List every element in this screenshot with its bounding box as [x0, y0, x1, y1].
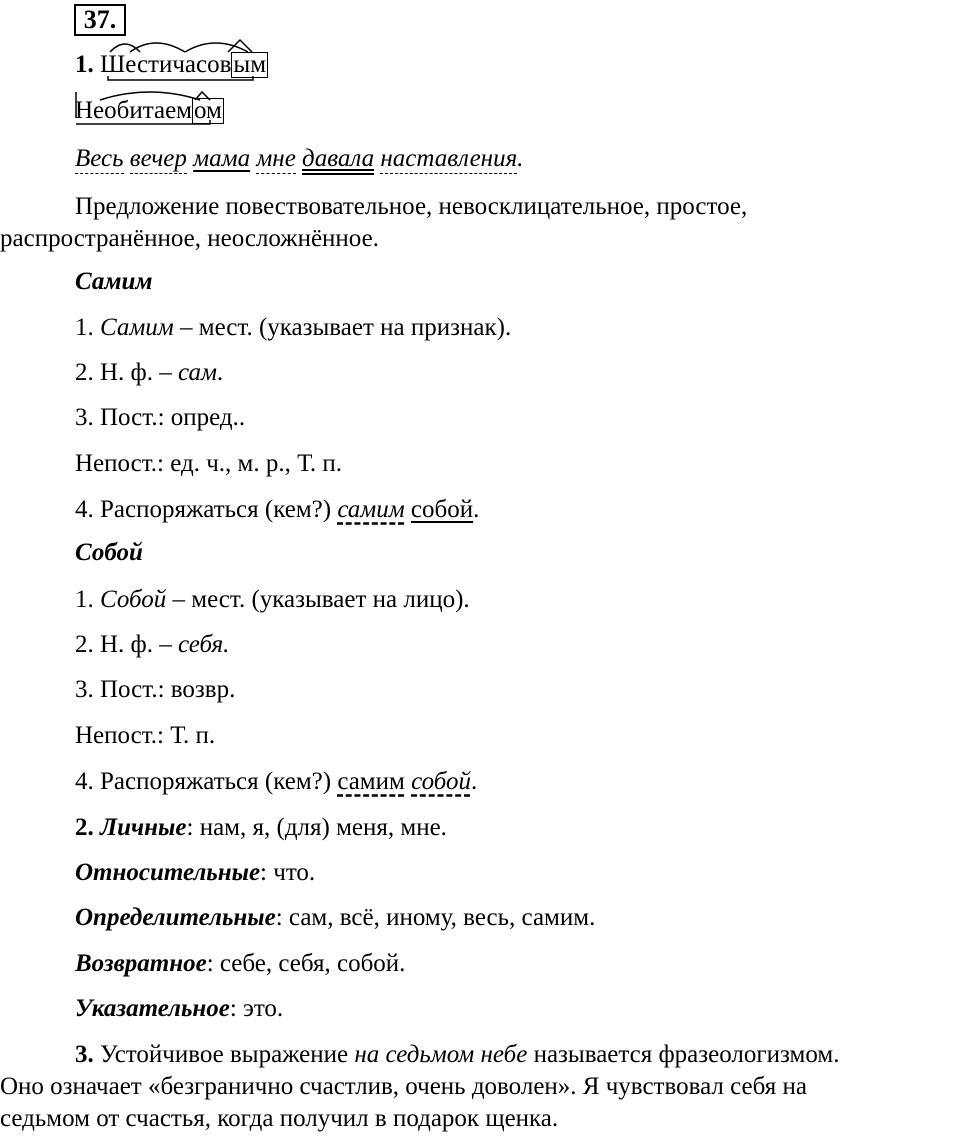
sentence-word-2: вечер: [129, 145, 187, 172]
samim-l5-word2: собой: [410, 496, 474, 523]
lichnye-list: : нам, я, (для) меня, мне.: [186, 814, 447, 841]
part1-label: 1.: [75, 51, 94, 78]
soboi-line-3: 3. Пост.: возвр.: [75, 676, 236, 703]
samim-l2-end: .: [216, 359, 224, 386]
samim-l1-word: Самим: [100, 314, 174, 341]
part3-l1-a: Устойчивое выражение: [93, 1041, 355, 1068]
soboi-l2-word: себя.: [178, 631, 230, 658]
samim-heading: Самим: [75, 268, 153, 295]
part3-line-2: Оно означает «безгранично счастлив, очень доволен». Я чувствовал себя на: [0, 1073, 807, 1100]
samim-line-2: [75, 358, 223, 388]
samim-line-3: 3. Пост.: опред..: [75, 404, 246, 431]
sentence-subject: мама: [193, 145, 251, 172]
sentence-word-4: мне: [256, 145, 296, 172]
exercise-number: 37.: [74, 4, 126, 36]
word2-stem: Необитаем: [75, 97, 192, 124]
morpheme-word-2-line: [75, 96, 224, 126]
phraseologism: на седьмом небе: [354, 1041, 528, 1068]
soboi-l5-end: .: [470, 768, 478, 795]
part3-line-3: седьмом от счастья, когда получил в подарок щенка.: [0, 1105, 559, 1132]
part3-l1-b: называется фразеологизмом.: [527, 1041, 840, 1068]
otnositelnye-term: Относительные: [75, 859, 261, 886]
ukazatelnoe-line: [75, 994, 283, 1024]
otnositelnye-list: : что.: [260, 859, 316, 886]
part3-line-1: [75, 1040, 839, 1070]
word2-ending: ом: [194, 97, 222, 124]
description-line-1: Предложение повествовательное, невосклицательное, простое,: [75, 193, 748, 220]
samim-l5-word1: самим: [337, 496, 405, 523]
soboi-line-1: 1. Собой – мест. (указывает на лицо).: [75, 586, 470, 613]
soboi-line-4: Непост.: Т. п.: [75, 722, 216, 749]
opredelitelnye-list: : сам, всё, иному, весь, самим.: [275, 904, 596, 931]
soboi-line-5: [75, 767, 477, 797]
samim-line-4: Непост.: ед. ч., м. р., Т. п.: [75, 450, 343, 477]
samim-l5-prefix: 4. Распоряжаться (кем?): [75, 496, 338, 523]
soboi-l5-word1: самим: [337, 768, 405, 795]
samim-line-1: 1. Самим – мест. (указывает на признак).: [75, 314, 512, 341]
otnositelnye-line: [75, 858, 315, 888]
sentence-word-1: Весь: [75, 145, 124, 172]
soboi-l2-prefix: 2. Н. ф. –: [75, 631, 179, 658]
ukazatelnoe-term: Указательное: [75, 995, 230, 1022]
soboi-l5-word2: собой: [411, 768, 471, 795]
soboi-l1-word: Собой: [100, 586, 167, 613]
word1-ending: ым: [233, 51, 267, 78]
samim-l2-prefix: 2. Н. ф. –: [75, 359, 179, 386]
part2-label: 2.: [75, 814, 94, 841]
samim-line-5: [75, 495, 479, 525]
word1-stem: Шестичасов: [100, 51, 232, 78]
ukazatelnoe-list: : это.: [229, 995, 284, 1022]
parsed-sentence: [75, 144, 523, 174]
samim-l2-word: сам: [178, 359, 217, 386]
soboi-line-2: [75, 630, 229, 660]
samim-l1-rest: – мест. (указывает на признак).: [173, 314, 512, 341]
part3-label: 3.: [75, 1041, 94, 1068]
opredelitelnye-line: [75, 903, 595, 933]
soboi-heading: Собой: [75, 539, 143, 566]
opredelitelnye-term: Определительные: [75, 904, 276, 931]
soboi-l5-prefix: 4. Распоряжаться (кем?): [75, 768, 338, 795]
soboi-l1-rest: – мест. (указывает на лицо).: [166, 586, 470, 613]
sentence-object: наставления: [380, 145, 518, 172]
lichnye-term: Личные: [100, 814, 187, 841]
lichnye-line: [75, 813, 447, 843]
vozvratnoe-list: : себе, себя, собой.: [206, 950, 406, 977]
sentence-end: .: [517, 145, 524, 172]
samim-l5-end: .: [473, 496, 480, 523]
description-line-2: распространённое, неосложнённое.: [0, 225, 379, 252]
vozvratnoe-line: [75, 949, 405, 979]
vozvratnoe-term: Возвратное: [75, 950, 207, 977]
sentence-predicate: давала: [302, 145, 375, 172]
